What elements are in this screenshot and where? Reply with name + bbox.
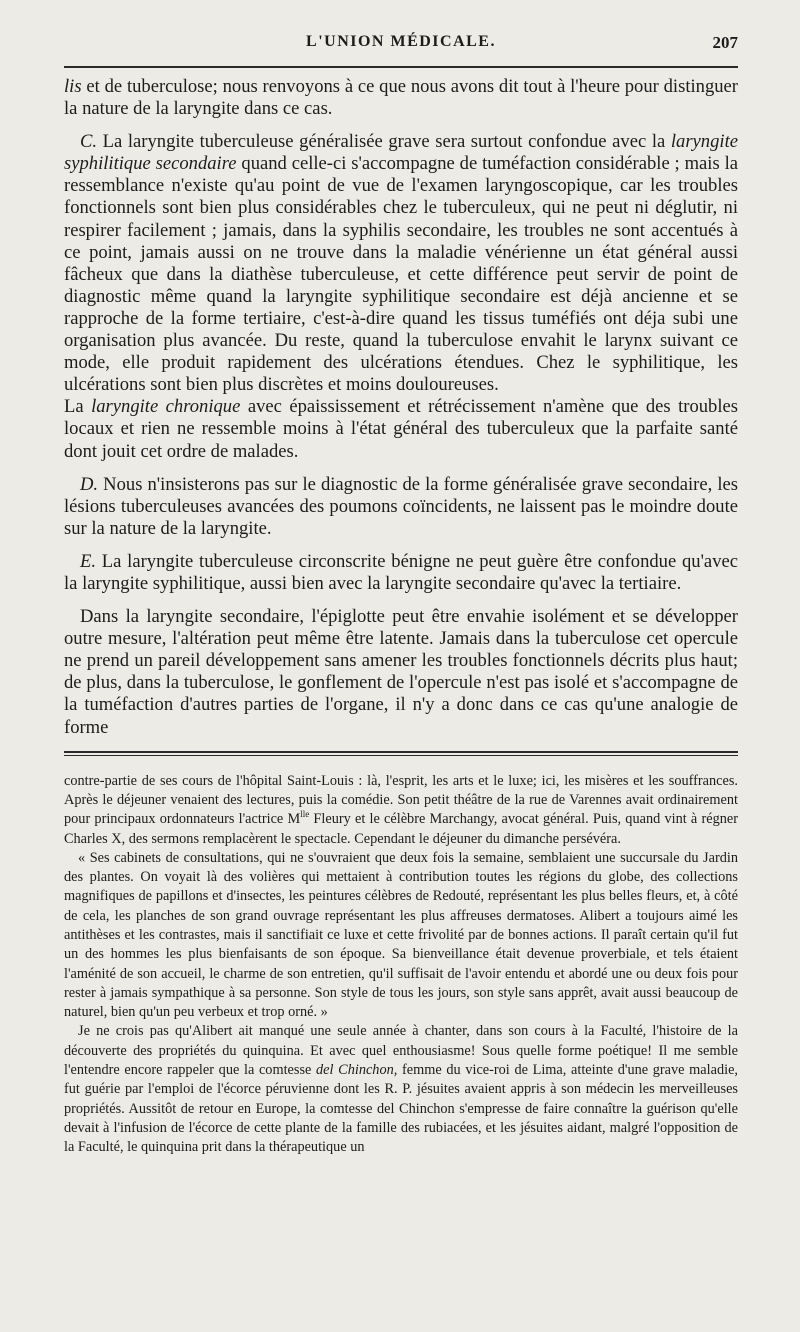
paragraph-chronique-emphasis: laryngite chronique [91, 396, 241, 418]
footnote-paragraph-1 [64, 772, 738, 849]
paragraph-1-lead: lis [64, 76, 82, 97]
paragraph-chronique [64, 396, 738, 462]
page-number: 207 [712, 33, 738, 52]
paragraph-1 [64, 76, 738, 120]
paragraph-e-text: La laryngite tuberculeuse circonscrite bénigne ne peut guère être confondue qu'avec la laryngite syphilitique, aussi bien avec la laryngite secondaire qu'avec la tertiaire. [64, 550, 738, 594]
paragraph-c-text-b: quand celle-ci s'accompagne de tuméfaction considérable ; mais la ressemblance n'existe qu'au point de vue de l'examen laryngoscopique, car les troubles fonctionnels sont bien plus considérables chez le tuberculeux, qui ne peut ni déglutir, ni respirer facilement ; jamais, dans la syphilis secondaire, les troubles ne sont accentués à ce point, jamais aussi on ne trouve dans la maladie vénérienne un état général aussi fâcheux que dans la diathèse tuberculeuse, et cette différence peut servir de point de diagnostic même quand la laryngite syphilitique secondaire est déjà ancienne et se rapproche de la forme tertiaire, c'est-à-dire quand les tissus tuméfiés ont déja subi une organisation plus avancée. Du reste, quand la tuberculose envahit le larynx suivant ce mode, elle produit rapidement des ulcérations étendues. Chez le syphilitique, les ulcérations sont bien plus discrètes et moins douloureuses. [64, 153, 738, 396]
paragraph-chronique-text-b: avec épaississement et rétrécissement n'amène que des troubles locaux et rien ne ressemble moins à l'état général des tuberculeux que la parfaite santé dont jouit cet ordre de malades. [64, 396, 738, 462]
footnote-3-text-b: femme du vice-roi de Lima, atteinte d'une grave maladie, fut guérie par l'emploi de l'écorce péruvienne dont les R. P. jésuites avaient appris à son médecin les merveilleuses propriétés. Aussitôt de retour en Europe, la comtesse del Chinchon s'empresse de faire connaître la guérison qu'elle devait à l'infusion de l'écorce de cette plante de la famille des rubiacées, et les jésuites aidant, malgré l'opposition de la Faculté, le quinquina prit dans la thérapeutique un [64, 1062, 739, 1156]
paragraph-1-text: et de tuberculose; nous renvoyons à ce que nous avons dit tout à l'heure pour distinguer la nature de la laryngite dans ce cas. [64, 76, 738, 120]
footnote-3-text-a: Je ne crois pas qu'Alibert ait manqué une seule année à chanter, dans son cours à la Faculté, l'histoire de la découverte des propriétés du quinquina. Et avec quel enthousiasme! Sous quelle forme poétique! Il me semble l'entendre encore rappeler que la comtesse [64, 1023, 738, 1079]
paragraph-d [64, 474, 738, 540]
paragraph-d-text: Nous n'insisterons pas sur le diagnostic de la forme généralisée grave secondaire, les lésions tuberculeuses avancées des poumons coïncidents, ne laissent pas le moindre doute sur la nature de la laryngite. [64, 473, 739, 539]
paragraph-e [64, 551, 738, 595]
paragraph-c [64, 131, 738, 396]
footnote-paragraph-2: « Ses cabinets de consultations, qui ne s'ouvraient que deux fois la semaine, semblaient une succursale du Jardin des plantes. On voyait là des volières qui mettaient à contribution toutes les régions du globe, des collections magnifiques de papillons et d'insectes, les peintures célèbres de Redouté, représentant les plus belles fleurs, et, à côté de cela, les planches de son grand ouvrage représentant les plus affreuses dermatoses. Alibert a toujours aimé les antithèses et les contrastes, mais il sanctifiait ce luxe et cette frivolité par de bonnes actions. Il paraît certain qu'il fut un des hommes les plus bienfaisants de son époque. Sa bienveillance était devenue proverbiale, et tels étaient l'aménité de son accueil, le charme de son entretien, qu'il suffisait de l'avoir entendu et abordé une ou deux fois pour rester à jamais sympathique à sa personne. Son style de tous les jours, son style sans apprêt, avait aussi beaucoup de naturel, bien qu'un peu verbeux et trop orné. » [64, 849, 738, 1021]
header-rule [64, 66, 738, 68]
footnote [64, 772, 738, 1158]
paragraph-epiglotte: Dans la laryngite secondaire, l'épiglotte peut être envahie isolément et se développer outre mesure, l'altération peut même être latente. Jamais dans la tuberculose cet opercule ne prend un pareil développement sans amener les troubles fonctionnels décrits plus haut; de plus, dans la tuberculose, le gonflement de l'opercule n'est pas isolé et s'accompagne de la tuméfaction d'autres parties de l'organe, il n'y a donc dans ce cas qu'une analogie de forme [64, 606, 738, 738]
section-label-e: E. [80, 550, 97, 572]
section-label-c: C. [80, 131, 98, 153]
footnote-separator [64, 751, 738, 756]
page-header [64, 0, 738, 56]
section-label-d: D. [80, 473, 99, 495]
paragraph-c-emphasis: laryngite syphilitique secondaire [64, 131, 738, 175]
footnote-1-text-a: contre-partie de ses cours de l'hôpital Saint-Louis : là, l'esprit, les arts et le luxe; ici, les misères et les souffrances. Après le déjeuner venaient des lectures, puis la comédie. Son petit théâtre de la rue de Varennes avait ordinairement pour principaux ordonnateurs l'actrice M [64, 772, 738, 828]
footnote-paragraph-3 [64, 1022, 738, 1157]
footnote-1-text-b: Fleury et le célèbre Marchangy, avocat général. Puis, quand vint à régner Charles X, des sermons remplacèrent le spectacle. Cependant le déjeuner du dimanche persévéra. [64, 811, 739, 847]
footnote-1-superscript: lle [300, 809, 310, 820]
main-text [64, 76, 738, 739]
paragraph-chronique-text-a: La [64, 396, 84, 418]
footnote-3-emphasis: del Chinchon, [316, 1062, 398, 1079]
running-title: L'UNION MÉDICALE. [306, 33, 496, 50]
paragraph-c-text-a: La laryngite tuberculeuse généralisée grave sera surtout confondue avec la [102, 131, 666, 153]
